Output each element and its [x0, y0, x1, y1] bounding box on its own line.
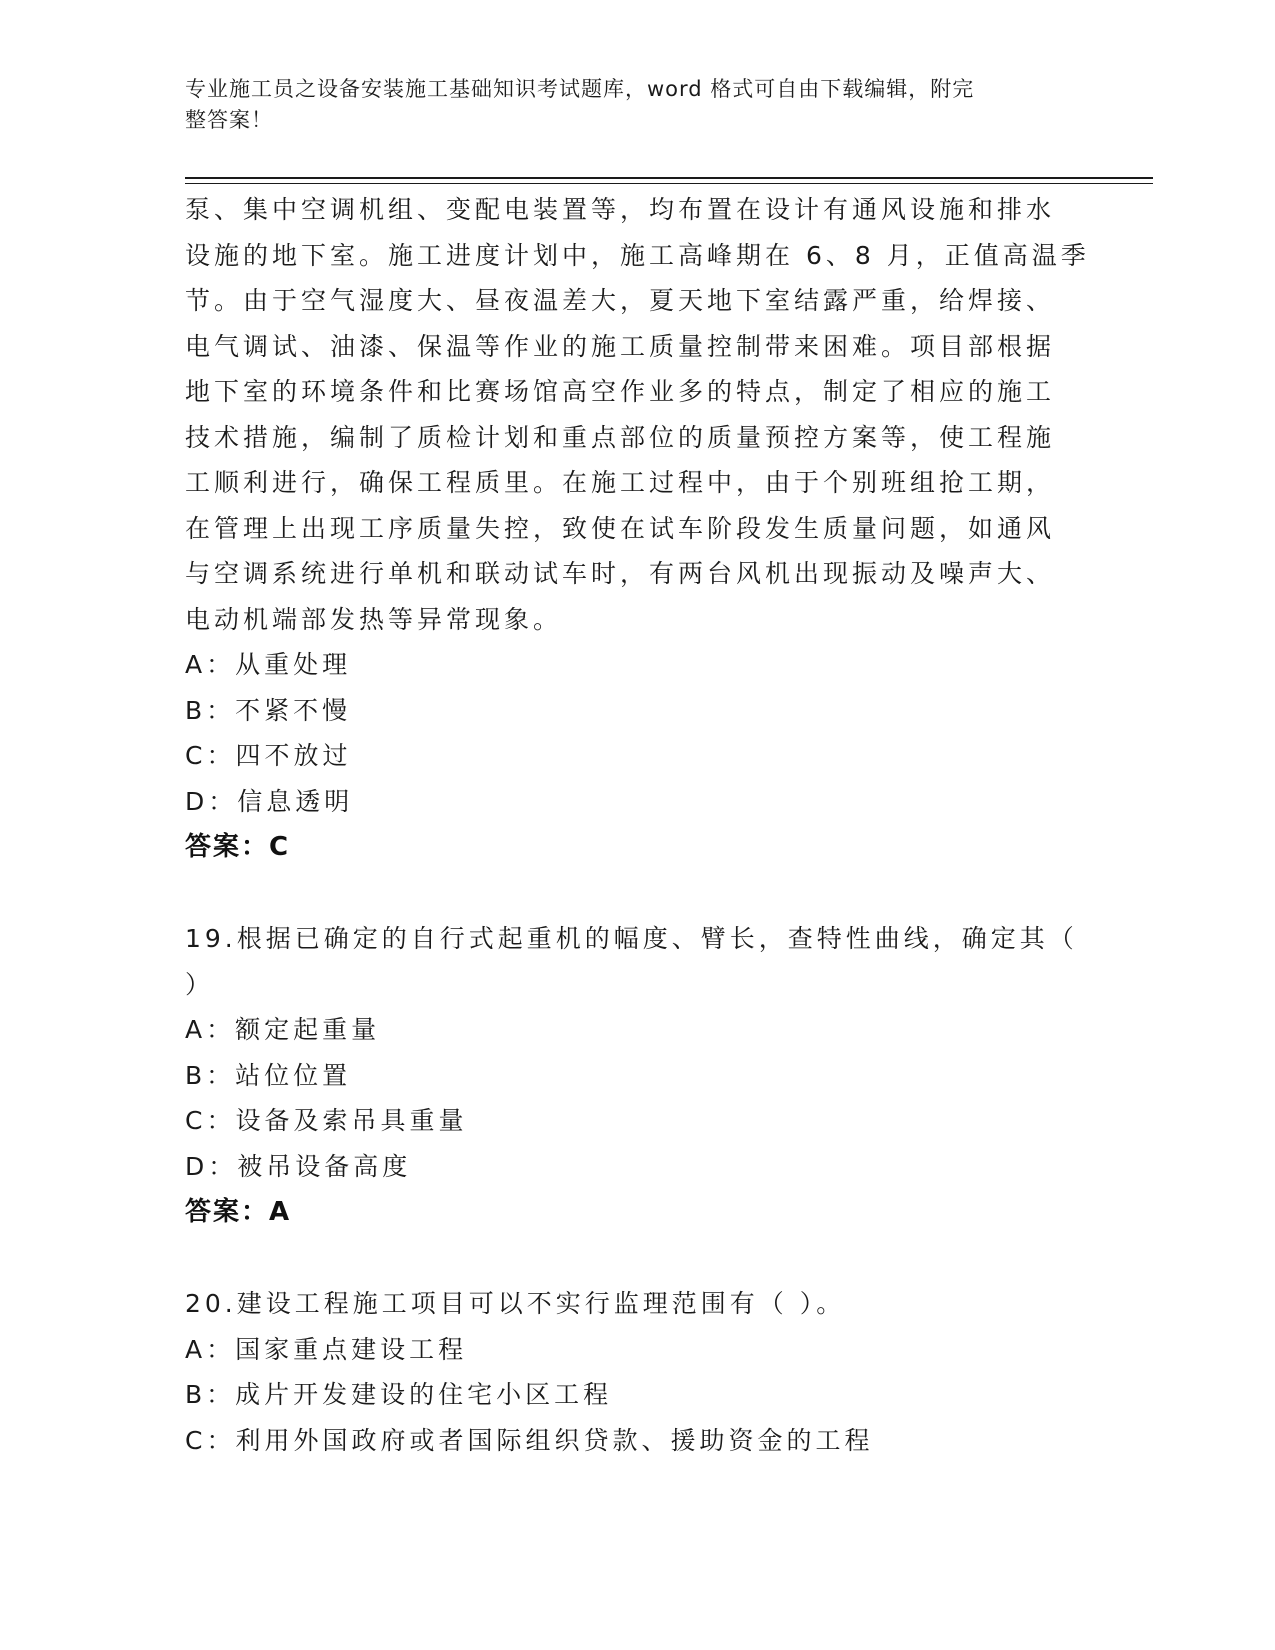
option-c: C：利用外国政府或者国际组织贷款、援助资金的工程	[185, 1425, 874, 1455]
page-header	[185, 74, 1065, 136]
question-19-block	[185, 916, 1085, 1235]
header-rule-thick	[185, 177, 1153, 179]
option-c: C：设备及索吊具重量	[185, 1106, 468, 1135]
question-text-line: 地下室的环境条件和比赛场馆高空作业多的特点，制定了相应的施工	[185, 377, 1056, 406]
question-text-line: 电动机端部发热等异常现象。	[185, 604, 563, 634]
question-text-line: 节。由于空气湿度大、昼夜温差大，夏天地下室结露严重，给焊接、	[185, 286, 1056, 315]
question-text-line: 电气调试、油漆、保温等作业的施工质量控制带来困难。项目部根据	[185, 331, 1056, 361]
option-b: B：站位位置	[185, 1060, 352, 1090]
header-line: 专业施工员之设备安装施工基础知识考试题库，word 格式可自由下载编辑，附完	[185, 77, 975, 101]
question-text-line: 技术措施，编制了质检计划和重点部位的质量预控方案等，使工程施	[185, 422, 1056, 452]
document-body	[185, 187, 1090, 1463]
question-text-line: 20.建设工程施工项目可以不实行监理范围有（ ）。	[185, 1289, 846, 1318]
header-line: 整答案！	[185, 108, 273, 132]
question-text-line: 与空调系统进行单机和联动试车时，有两台风机出现振动及噪声大、	[185, 559, 1056, 588]
option-a: A：国家重点建设工程	[185, 1334, 468, 1364]
question-text-line: 在管理上出现工序质量失控，致使在试车阶段发生质量问题，如通风	[185, 513, 1056, 543]
question-text-line: 设施的地下室。施工进度计划中，施工高峰期在 6、8 月，正值高温季	[185, 240, 1090, 270]
option-d: D：被吊设备高度	[185, 1151, 412, 1181]
option-b: B：不紧不慢	[185, 695, 352, 725]
spacer	[185, 1235, 1085, 1281]
question-text-line: 19.根据已确定的自行式起重机的幅度、臂长，查特性曲线，确定其（	[185, 924, 1078, 953]
answer: 答案：A	[185, 1197, 292, 1227]
spacer	[185, 870, 1085, 916]
option-d: D：信息透明	[185, 786, 354, 816]
header-rule-thin	[185, 183, 1153, 184]
option-b: B：成片开发建设的住宅小区工程	[185, 1380, 613, 1409]
question-text-line: 泵、集中空调机组、变配电装置等，均布置在设计有通风设施和排水	[185, 195, 1056, 224]
question-text-line: 工顺利进行，确保工程质里。在施工过程中，由于个别班组抢工期，	[185, 468, 1056, 497]
question-text-line: ）	[185, 969, 215, 999]
option-a: A：从重处理	[185, 650, 352, 679]
question-20-block	[185, 1281, 1085, 1463]
question-18-block	[185, 187, 1090, 870]
option-a: A：额定起重量	[185, 1015, 381, 1044]
answer: 答案：C	[185, 832, 291, 862]
option-c: C：四不放过	[185, 741, 352, 770]
